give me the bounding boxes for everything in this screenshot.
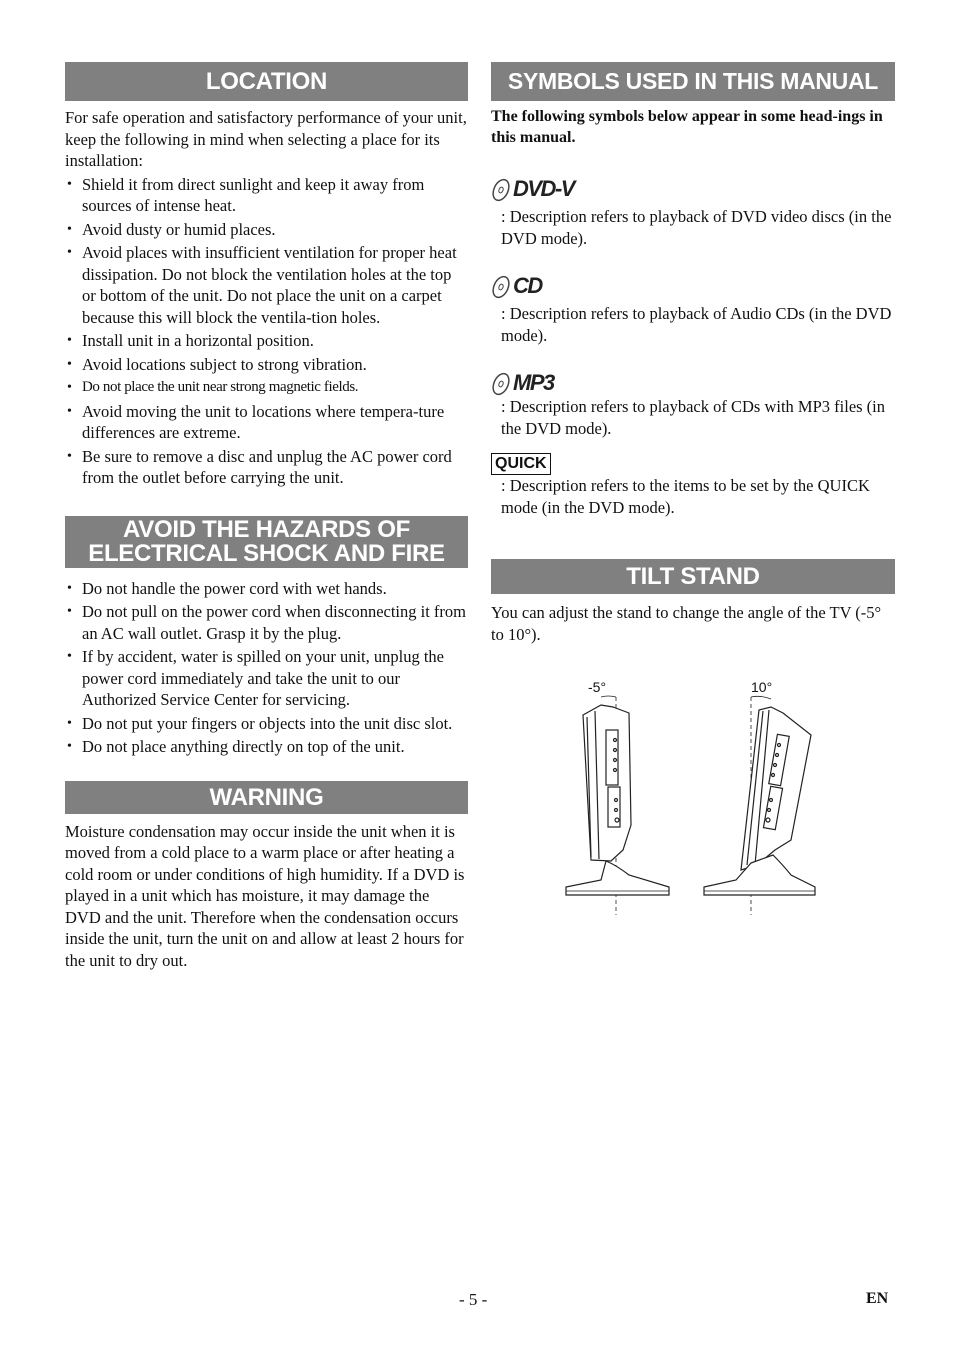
quick-desc: : Description refers to the items to be set by the QUICK mode (in the DVD mode). (501, 476, 870, 517)
location-list (65, 174, 468, 489)
page-number: - 5 - (459, 1290, 488, 1309)
disc-icon (491, 178, 511, 202)
list-item: • Do not pull on the power cord when disconnecting it from an AC wall outlet. Grasp it by the plug. (65, 601, 468, 644)
tilt-illustration (561, 675, 821, 915)
list-item: • Avoid dusty or humid places. (65, 219, 468, 241)
hazards-heading-line2: ELECTRICAL SHOCK AND FIRE (88, 539, 445, 567)
list-item: • If by accident, water is spilled on your unit, unplug the power cord immediately and take the unit to our Authorized Service Center for servicing. (65, 646, 468, 711)
tilt-diagram (561, 675, 821, 915)
quick-label: QUICK (491, 453, 551, 475)
list-item: • Do not handle the power cord with wet hands. (65, 578, 468, 600)
location-intro: For safe operation and satisfactory performance of your unit, keep the following in mind when selecting a place for its installation: (65, 108, 467, 170)
cd-desc: : Description refers to playback of Audio CDs (in the DVD mode). (501, 304, 892, 345)
dvd-v-label: DVD-V (513, 176, 574, 201)
list-item: • Install unit in a horizontal position. (65, 330, 468, 352)
right-column (491, 62, 895, 915)
warning-text: Moisture condensation may occur inside the unit when it is moved from a cold place to a warm place or after heating a cold room or under conditions of high humidity. If a DVD is played in a unit which has moisture, it may damage the DVD and the unit. Therefore when the condensation occurs inside the unit, turn the unit on and allow at least 2 hours for the unit to dry out. (65, 821, 465, 970)
list-item: • Avoid moving the unit to locations where tempera-ture differences are extreme. (65, 401, 468, 444)
list-item: • Do not put your fingers or objects into the unit disc slot. (65, 713, 468, 735)
mp3-symbol (491, 370, 895, 400)
angle-left-label: -5° (588, 679, 607, 695)
hazards-list (65, 578, 468, 758)
left-column (65, 62, 468, 971)
disc-icon (491, 372, 511, 396)
dvd-v-symbol (491, 176, 895, 206)
cd-label: CD (513, 273, 542, 298)
symbols-intro: The following symbols below appear in some head-ings in this manual. (491, 108, 883, 146)
dvd-v-desc: : Description refers to playback of DVD video discs (in the DVD mode). (501, 207, 892, 248)
tilt-heading: TILT STAND (491, 559, 895, 594)
list-item: • Avoid locations subject to strong vibration. (65, 354, 468, 376)
language-code: EN (866, 1290, 889, 1307)
mp3-desc: : Description refers to playback of CDs with MP3 files (in the DVD mode). (501, 397, 886, 438)
location-heading: LOCATION (65, 62, 468, 101)
list-item: • Be sure to remove a disc and unplug the AC power cord from the outlet before carrying the unit. (65, 446, 468, 489)
mp3-label: MP3 (513, 370, 554, 395)
angle-right-label: 10° (751, 679, 773, 695)
warning-heading: WARNING (65, 781, 468, 814)
list-item: • Shield it from direct sunlight and keep it away from sources of intense heat. (65, 174, 468, 217)
hazards-heading-line1: AVOID THE HAZARDS OF (123, 515, 410, 543)
tilt-text: You can adjust the stand to change the angle of the TV (-5° to 10°). (491, 603, 882, 644)
disc-icon (491, 275, 511, 299)
symbols-heading: SYMBOLS USED IN THIS MANUAL (491, 62, 895, 101)
hazards-heading (65, 516, 468, 568)
list-item: • Do not place anything directly on top of the unit. (65, 736, 468, 758)
quick-symbol (491, 453, 895, 475)
list-item: • Do not place the unit near strong magnetic fields. (65, 377, 468, 399)
list-item: • Avoid places with insufficient ventilation for proper heat dissipation. Do not block the ventilation holes at the top or bottom of the unit. Do not place the unit on a carpet because this will block the ventila-tion holes. (65, 242, 468, 328)
cd-symbol (491, 273, 895, 303)
